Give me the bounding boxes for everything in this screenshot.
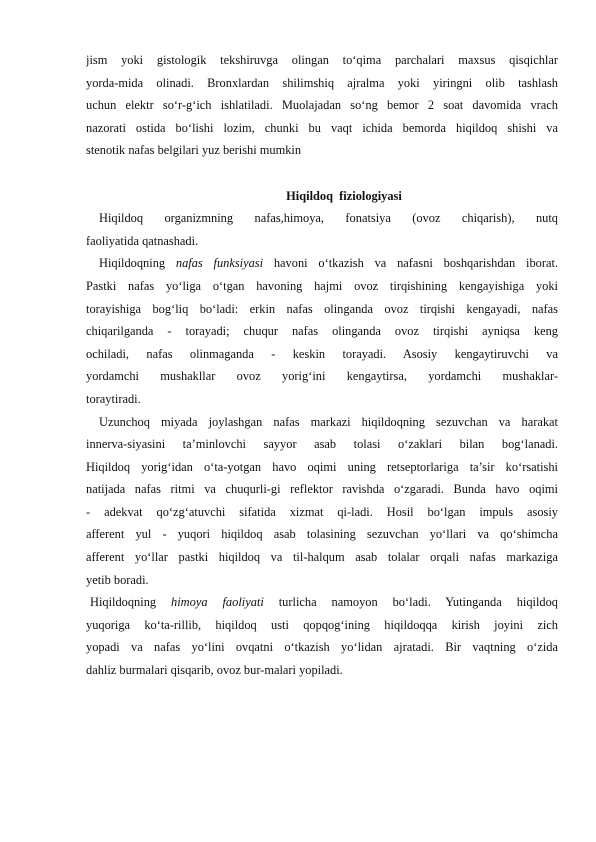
paragraph-breathing-function bbox=[86, 252, 558, 410]
text-line: uchun elektr so‘r-g‘ich ishlatiladi. Muolajadan so‘ng bemor 2 soat davomida vrach bbox=[86, 98, 558, 113]
italic-term: himoya faoliyati bbox=[171, 595, 264, 610]
text-segment: Hiqildoqning bbox=[99, 256, 176, 271]
text-line: yordamchi mushakllar ovoz yorig‘ini kengaytirsa, yordamchi mushaklar- bbox=[86, 369, 558, 384]
paragraph-gap bbox=[86, 162, 558, 185]
text-line: yopadi va nafas yo‘lini ovqatni o‘tkazish yo‘lidan ajratadi. Bir vaqtning o‘zida bbox=[86, 640, 558, 655]
text-line: stenotik nafas belgilari yuz berishi mumkin bbox=[86, 143, 302, 158]
text-line: toraytiradi. bbox=[86, 391, 141, 406]
text-line: faoliyatida qatnashadi. bbox=[86, 233, 199, 248]
text-line: Hiqildoq yorig‘idan o‘ta-yotgan havo oqimi uning retseptorlariga ta’sir ko‘rsatishi bbox=[86, 459, 558, 474]
text-line: dahliz burmalari qisqarib, ovoz bur-malari yopiladi. bbox=[86, 663, 343, 678]
text-line: Uzunchoq miyada joylashgan nafas markazi hiqildoqning sezuvchan va harakat bbox=[99, 414, 558, 429]
text-segment: havoni o‘tkazish va nafasni boshqarishdan iborat. bbox=[263, 256, 558, 271]
italic-term: nafas funksiyasi bbox=[175, 256, 264, 271]
text-line: torayishiga bog‘liq bo‘ladi: erkin nafas olinganda ovoz tirqishi kengayadi, nafas bbox=[86, 301, 558, 316]
text-line: chiqarilganda - torayadi; chuqur nafas olinganda ovoz tirqishi ayniqsa keng bbox=[86, 324, 558, 339]
section-heading: Hiqildoq fiziologiyasi bbox=[286, 188, 402, 203]
document-page bbox=[86, 49, 558, 682]
text-line: jism yoki gistologik tekshiruvga olingan to‘qima parchalari maxsus qisqichlar bbox=[86, 53, 558, 67]
text-line: - adekvat qo‘zg‘atuvchi sifatida xizmat qi-ladi. Hosil bo‘lgan impuls asosiy bbox=[86, 504, 558, 519]
text-line bbox=[86, 591, 558, 614]
text-line bbox=[86, 252, 558, 275]
text-line: innerva-siyasini ta’minlovchi sayyor asab tolasi o‘zaklari bilan bog‘lanadi. bbox=[86, 437, 558, 452]
text-line: yorda-mida olinadi. Bronxlardan shilimshiq ajralma yoki yiringni olib tashlash bbox=[86, 75, 558, 90]
text-line: afferent yo‘llar pastki hiqildoq va til-halqum asab tolalar orqali nafas markaziga bbox=[86, 550, 558, 565]
text-line: ochiladi, nafas olinmaganda - keskin torayadi. Asosiy kengaytiruvchi va bbox=[86, 346, 558, 361]
text-line: natijada nafas ritmi va chuqurli-gi reflektor ravishda o‘zgaradi. Bunda havo oqimi bbox=[86, 482, 558, 497]
text-segment: Hiqildoqning bbox=[90, 595, 172, 610]
text-line: yetib boradi. bbox=[86, 572, 149, 587]
text-line: yuqoriga ko‘ta-rillib, hiqildoq usti qopqog‘ining hiqildoqqa kirish joyini zich bbox=[86, 617, 558, 632]
text-line: nazorati ostida bo‘lishi lozim, chunki bu vaqt ichida bemorda hiqildoq shishi va bbox=[86, 120, 558, 135]
paragraph-continuation bbox=[86, 49, 558, 162]
text-line: Pastki nafas yo‘liga o‘tgan havoning hajmi ovoz tirqishining kengayishiga yoki bbox=[86, 278, 558, 293]
text-segment: turlicha namoyon bo‘ladi. Yutinganda hiqildoq bbox=[263, 595, 558, 610]
paragraph-protective-function bbox=[86, 591, 558, 681]
text-line: Hiqildoq organizmning nafas,himoya, fonatsiya (ovoz chiqarish), nutq bbox=[99, 211, 558, 226]
paragraph-respiratory-center bbox=[86, 411, 558, 592]
text-line: afferent yul - yuqori hiqildoq asab tolasining sezuvchan yo‘llari va qo‘shimcha bbox=[86, 527, 558, 542]
paragraph-intro bbox=[86, 207, 558, 252]
